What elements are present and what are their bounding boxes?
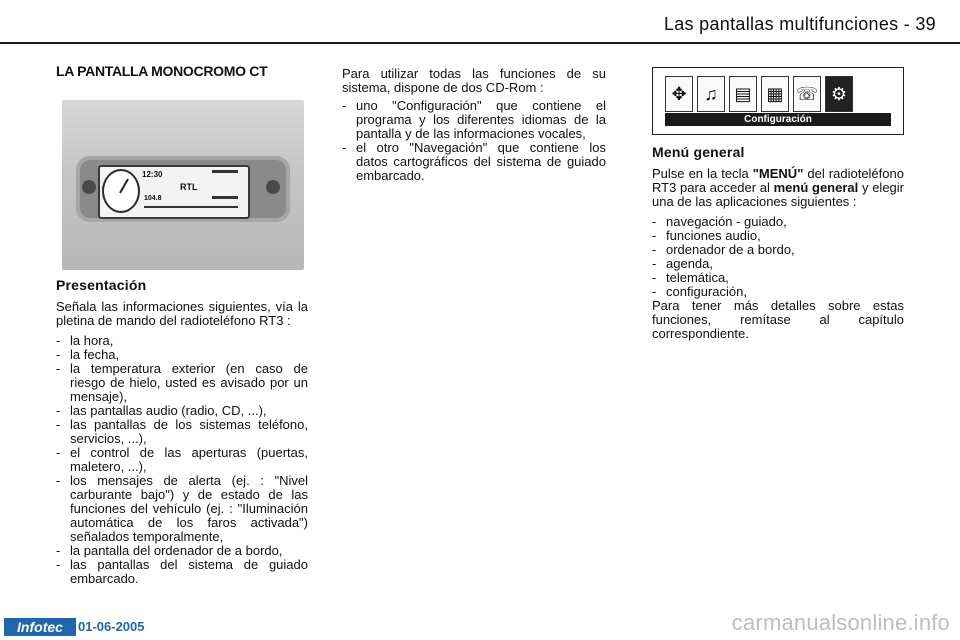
computer-icon: ▤ bbox=[729, 76, 757, 112]
column-right bbox=[652, 67, 904, 347]
display-segment bbox=[212, 170, 238, 173]
display-frequency: 104.8 bbox=[144, 195, 162, 202]
menu-intro-paragraph bbox=[652, 167, 904, 209]
audio-icon: ♫ bbox=[697, 76, 725, 112]
display-segment bbox=[144, 206, 238, 208]
list-item: - agenda, bbox=[652, 257, 904, 271]
phone-icon: ☏ bbox=[793, 76, 821, 112]
subhead-menu-general: Menú general bbox=[652, 144, 745, 160]
outro-paragraph: Para tener más detalles sobre estas funciones, remítase al capítulo correspondiente. bbox=[652, 298, 904, 341]
clock-dial bbox=[102, 169, 140, 213]
list-item: - funciones audio, bbox=[652, 229, 904, 243]
applications-list bbox=[652, 215, 904, 299]
column-left bbox=[56, 64, 308, 586]
page-header-title: Las pantallas multifunciones - 39 bbox=[663, 14, 936, 34]
agenda-icon: ▦ bbox=[761, 76, 789, 112]
header-rule bbox=[0, 42, 960, 44]
list-item: - las pantallas audio (radio, CD, ...), bbox=[56, 404, 308, 418]
list-item: - el otro "Navegación" que contiene los datos cartográficos del sistema de guiado embarcado. bbox=[342, 141, 606, 183]
dashboard-photo bbox=[62, 100, 304, 270]
intro-text: y elegir una de las aplicaciones siguientes : bbox=[652, 180, 904, 209]
list-item: - la pantalla del ordenador de a bordo, bbox=[56, 544, 308, 558]
section-title: LA PANTALLA MONOCROMO CT bbox=[56, 63, 268, 79]
list-item: - telemática, bbox=[652, 271, 904, 285]
intro-text: Pulse en la tecla bbox=[652, 166, 749, 181]
display-segment bbox=[212, 196, 238, 199]
list-item: - la temperatura exterior (en caso de riesgo de hielo, usted es avisado por un mensaje), bbox=[56, 362, 308, 404]
cdrom-intro: Para utilizar todas las funciones de su sistema, dispone de dos CD-Rom : bbox=[342, 66, 606, 95]
navigation-icon: ✥ bbox=[665, 76, 693, 112]
list-item: - las pantallas del sistema de guiado embarcado. bbox=[56, 558, 308, 586]
list-item: - las pantallas de los sistemas teléfono, servicios, ...), bbox=[56, 418, 308, 446]
info-list bbox=[56, 334, 308, 586]
intro-paragraph: Señala las informaciones siguientes, vía la pletina de mando del radioteléfono RT3 : bbox=[56, 299, 308, 328]
list-item: - la fecha, bbox=[56, 348, 308, 362]
menu-icon-row bbox=[665, 76, 853, 112]
menu-label: Configuración bbox=[665, 113, 891, 126]
list-item: - configuración, bbox=[652, 285, 904, 299]
list-item: - uno "Configuración" que contiene el programa y los diferentes idiomas de la pantalla y de las informaciones vocales, bbox=[342, 99, 606, 141]
cdrom-list bbox=[342, 99, 606, 183]
column-middle bbox=[342, 67, 606, 183]
right-knob bbox=[266, 180, 280, 194]
menu-general-label: menú general bbox=[773, 180, 859, 195]
list-item: - el control de las aperturas (puertas, maletero, ...), bbox=[56, 446, 308, 474]
list-item: - los mensajes de alerta (ej. : "Nivel carburante bajo") y de estado de las funciones del vehículo (ej. : "Iluminación automática de los faros activada") señalados temporalmente, bbox=[56, 474, 308, 544]
list-item: - la hora, bbox=[56, 334, 308, 348]
subhead-presentacion: Presentación bbox=[56, 277, 147, 293]
list-item: - navegación - guiado, bbox=[652, 215, 904, 229]
footer-date: 01-06-2005 bbox=[78, 619, 145, 634]
display-radio: RTL bbox=[180, 182, 198, 192]
left-knob bbox=[82, 180, 96, 194]
config-menu-screenshot bbox=[652, 67, 904, 135]
list-item: - ordenador de a bordo, bbox=[652, 243, 904, 257]
intro-text: del radioteléfono RT3 para acceder al bbox=[652, 166, 904, 195]
config-icon: ⚙ bbox=[825, 76, 853, 112]
watermark: carmanualsonline.info bbox=[731, 610, 950, 635]
menu-key-label: "MENÚ" bbox=[752, 166, 804, 181]
display-time: 12:30 bbox=[142, 170, 163, 179]
infotec-logo: Infotec bbox=[4, 618, 76, 636]
